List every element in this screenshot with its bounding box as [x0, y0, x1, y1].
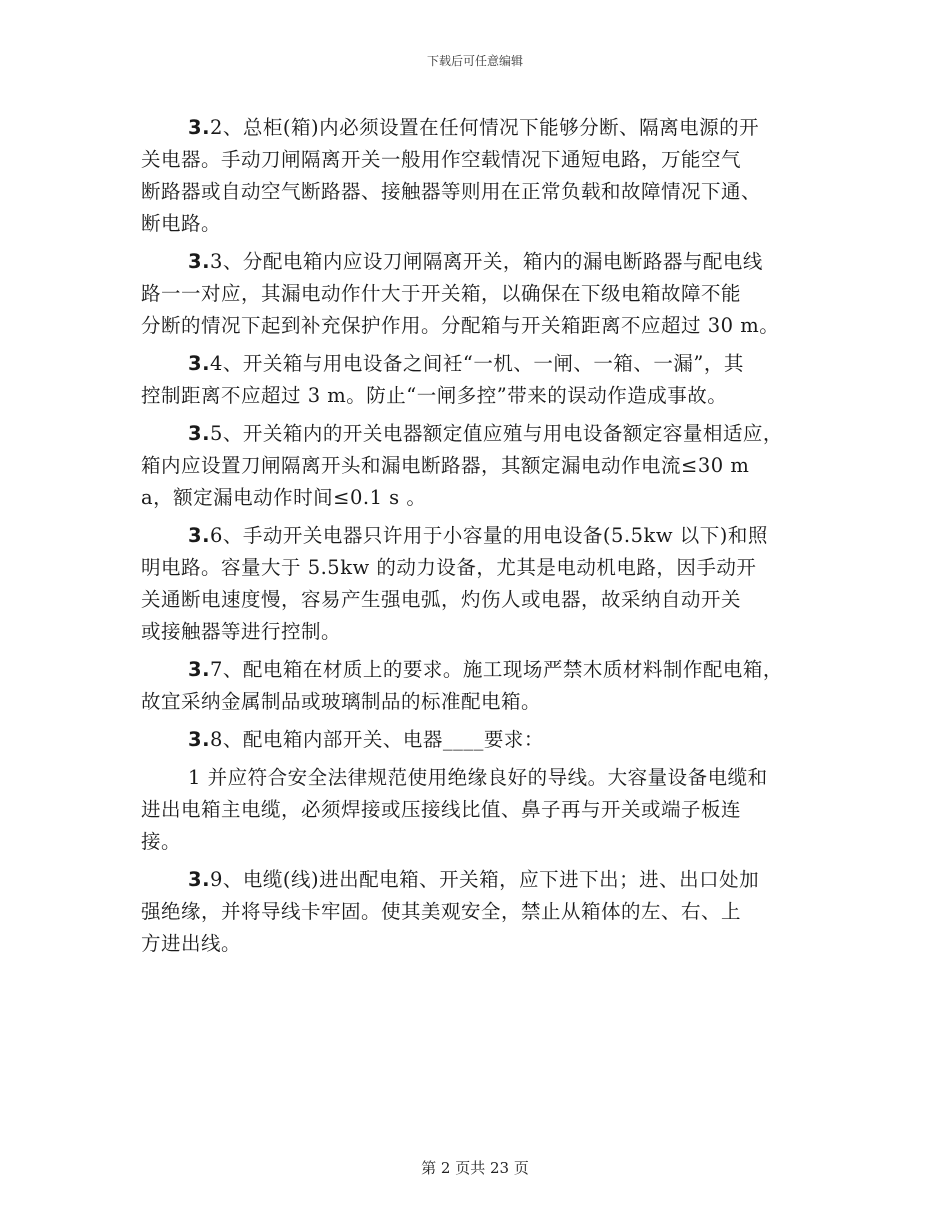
paragraph-line: 3.8、配电箱内部开关、电器____要求： [188, 728, 544, 751]
paragraph-line: 3.7、配电箱在材质上的要求。施工现场严禁木质材料制作配电箱， [188, 658, 783, 681]
page-header: 下载后可任意编辑 [426, 54, 523, 68]
section-number: 3. [188, 352, 210, 375]
paragraph-line: 箱内应设置刀闸隔离开头和漏电断路器，其额定漏电动作电流≤30 m [141, 454, 750, 477]
paragraph-line: 3.5、开关箱内的开关电器额定值应殖与用电设备额定容量相适应， [188, 422, 783, 445]
paragraph-line: a，额定漏电动作时间≤0.1 s 。 [141, 486, 427, 509]
paragraph-line: 强绝缘，并将导线卡牢固。使其美观安全，禁止从箱体的左、右、上 [141, 900, 742, 923]
section-number: 3. [188, 116, 210, 139]
page-footer: 第 2 页共 23 页 [421, 1159, 529, 1177]
paragraph-line: 3.3、分配电箱内应设刀闸隔离开关，箱内的漏电断路器与配电线 [188, 250, 763, 273]
section-number: 3. [188, 250, 210, 273]
paragraph-line: 或接触器等进行控制。 [141, 620, 342, 643]
section-number: 3. [188, 728, 210, 751]
section-number: 3. [188, 422, 210, 445]
paragraph-line: 接。 [141, 830, 182, 853]
paragraph-line: 1 并应符合安全法律规范使用绝缘良好的导线。大容量设备电缆和 [188, 766, 768, 789]
paragraph-line: 分断的情况下起到补充保护作用。分配箱与开关箱距离不应超过 30 m。 [141, 314, 780, 337]
paragraph-line: 3.6、手动开关电器只许用于小容量的用电设备(5.5kw 以下)和照 [188, 524, 768, 547]
paragraph-line: 方进出线。 [141, 932, 242, 955]
section-number: 3. [188, 524, 210, 547]
section-number: 3. [188, 658, 210, 681]
paragraph-line: 控制距离不应超过 3 m。防止“一闸多控”带来的误动作造成事故。 [141, 384, 728, 407]
paragraph-line: 断电路。 [141, 212, 222, 235]
paragraph-line: 故宜采纳金属制品或玻璃制品的标准配电箱。 [141, 690, 542, 713]
paragraph-line: 关电器。手动刀闸隔离开关一般用作空载情况下通短电路，万能空气 [141, 148, 742, 171]
paragraph-line: 路一一对应，其漏电动作什大于开关箱，以确保在下级电箱故障不能 [141, 282, 742, 305]
paragraph-line: 3.9、电缆(线)进出配电箱、开关箱，应下进下出；进、出口处加 [188, 868, 760, 891]
paragraph-line: 关通断电速度慢，容易产生强电弧，灼伤人或电器，故采纳自动开关 [141, 588, 742, 611]
paragraph-line: 3.2、总柜(箱)内必须设置在任何情况下能够分断、隔离电源的开 [188, 116, 760, 139]
section-number: 3. [188, 868, 210, 891]
paragraph-line: 3.4、开关箱与用电设备之间衽“一机、一闸、一箱、一漏”，其 [188, 352, 744, 375]
paragraph-line: 进出电箱主电缆，必须焊接或压接线比值、鼻子再与开关或端子板连 [141, 798, 742, 821]
document-body [141, 112, 821, 960]
paragraph-line: 明电路。容量大于 5.5kw 的动力设备，尤其是电动机电路，因手动开 [141, 556, 757, 579]
paragraph-line: 断路器或自动空气断路器、接触器等则用在正常负载和故障情况下通、 [141, 180, 762, 203]
